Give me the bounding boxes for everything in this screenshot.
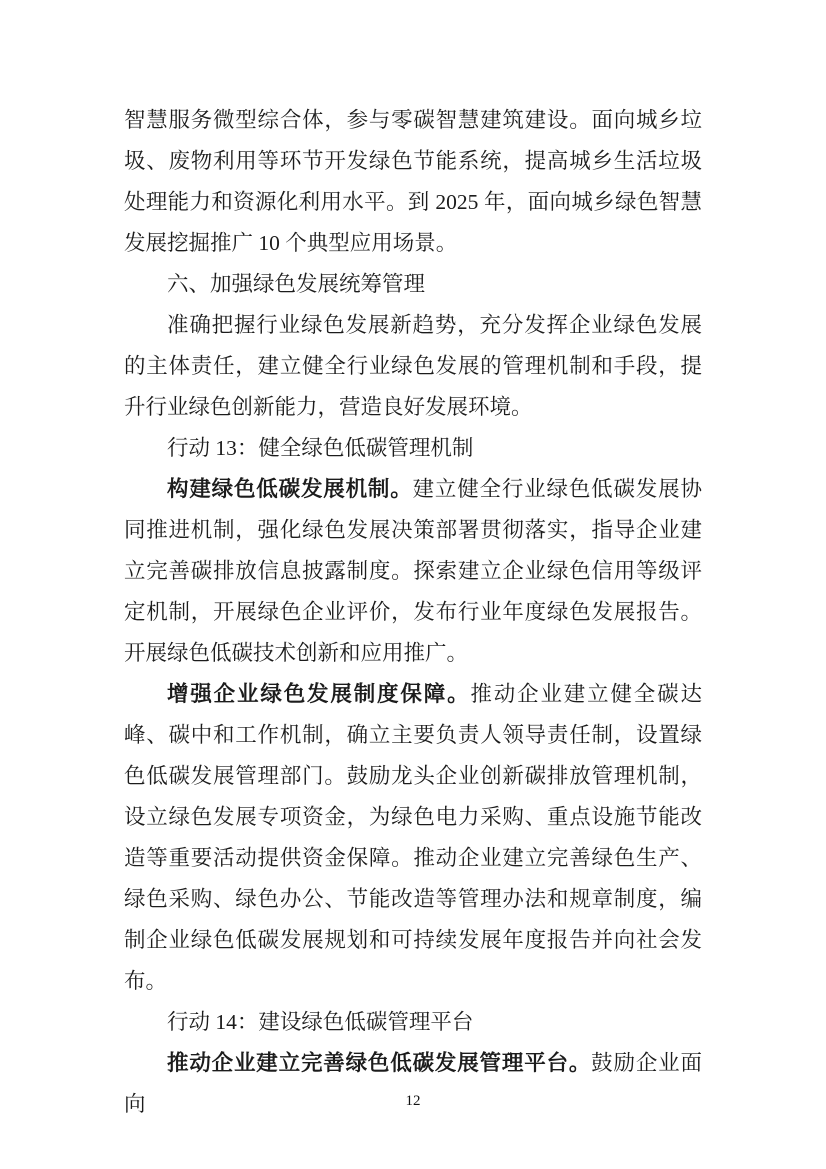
paragraph-lead-bold: 增强企业绿色发展制度保障。 (167, 682, 471, 706)
paragraph-continuation: 智慧服务微型综合体，参与零碳智慧建筑建设。面向城乡垃圾、废物利用等环节开发绿色节能系统，提高城乡生活垃圾处理能力和资源化利用水平。到 2025 年，面向城乡绿色智慧发展挖掘推广 10 个典型应用场景。 (124, 108, 702, 255)
page-number: 12 (405, 1093, 421, 1109)
paragraph-body-text: 推动企业建立健全碳达峰、碳中和工作机制，确立主要负责人领导责任制，设置绿色低碳发展管理部门。鼓励龙头企业创新碳排放管理机制，设立绿色发展专项资金，为绿色电力采购、重点设施节能改造等重要活动提供资金保障。推动企业建立完善绿色生产、绿色采购、绿色办公、节能改造等管理办法和规章制度，编制企业绿色低碳发展规划和可持续发展年度报告并向社会发布。 (124, 682, 702, 993)
action-14-paragraph-1 (124, 1043, 702, 1125)
paragraph-lead-bold: 推动企业建立完善绿色低碳发展管理平台。 (167, 1051, 592, 1075)
action-13-paragraph-1 (124, 469, 702, 674)
action-14-heading: 行动 14：建设绿色低碳管理平台 (167, 1010, 474, 1034)
paragraph-body-text: 建立健全行业绿色低碳发展协同推进机制，强化绿色发展决策部署贯彻落实，指导企业建立完善碳排放信息披露制度。探索建立企业绿色信用等级评定机制，开展绿色企业评价，发布行业年度绿色发展报告。开展绿色低碳技术创新和应用推广。 (124, 477, 702, 665)
page-body (124, 100, 702, 1125)
paragraph-body-text: 鼓励企业面向 (124, 1051, 702, 1116)
paragraph-lead-bold: 构建绿色低碳发展机制。 (167, 477, 413, 501)
action-13-paragraph-2 (124, 674, 702, 1002)
section-intro-paragraph: 准确把握行业绿色发展新趋势，充分发挥企业绿色发展的主体责任，建立健全行业绿色发展的管理机制和手段，提升行业绿色创新能力，营造良好发展环境。 (124, 313, 702, 419)
section-heading: 六、加强绿色发展统筹管理 (167, 272, 426, 296)
action-13-heading: 行动 13：健全绿色低碳管理机制 (167, 436, 474, 460)
